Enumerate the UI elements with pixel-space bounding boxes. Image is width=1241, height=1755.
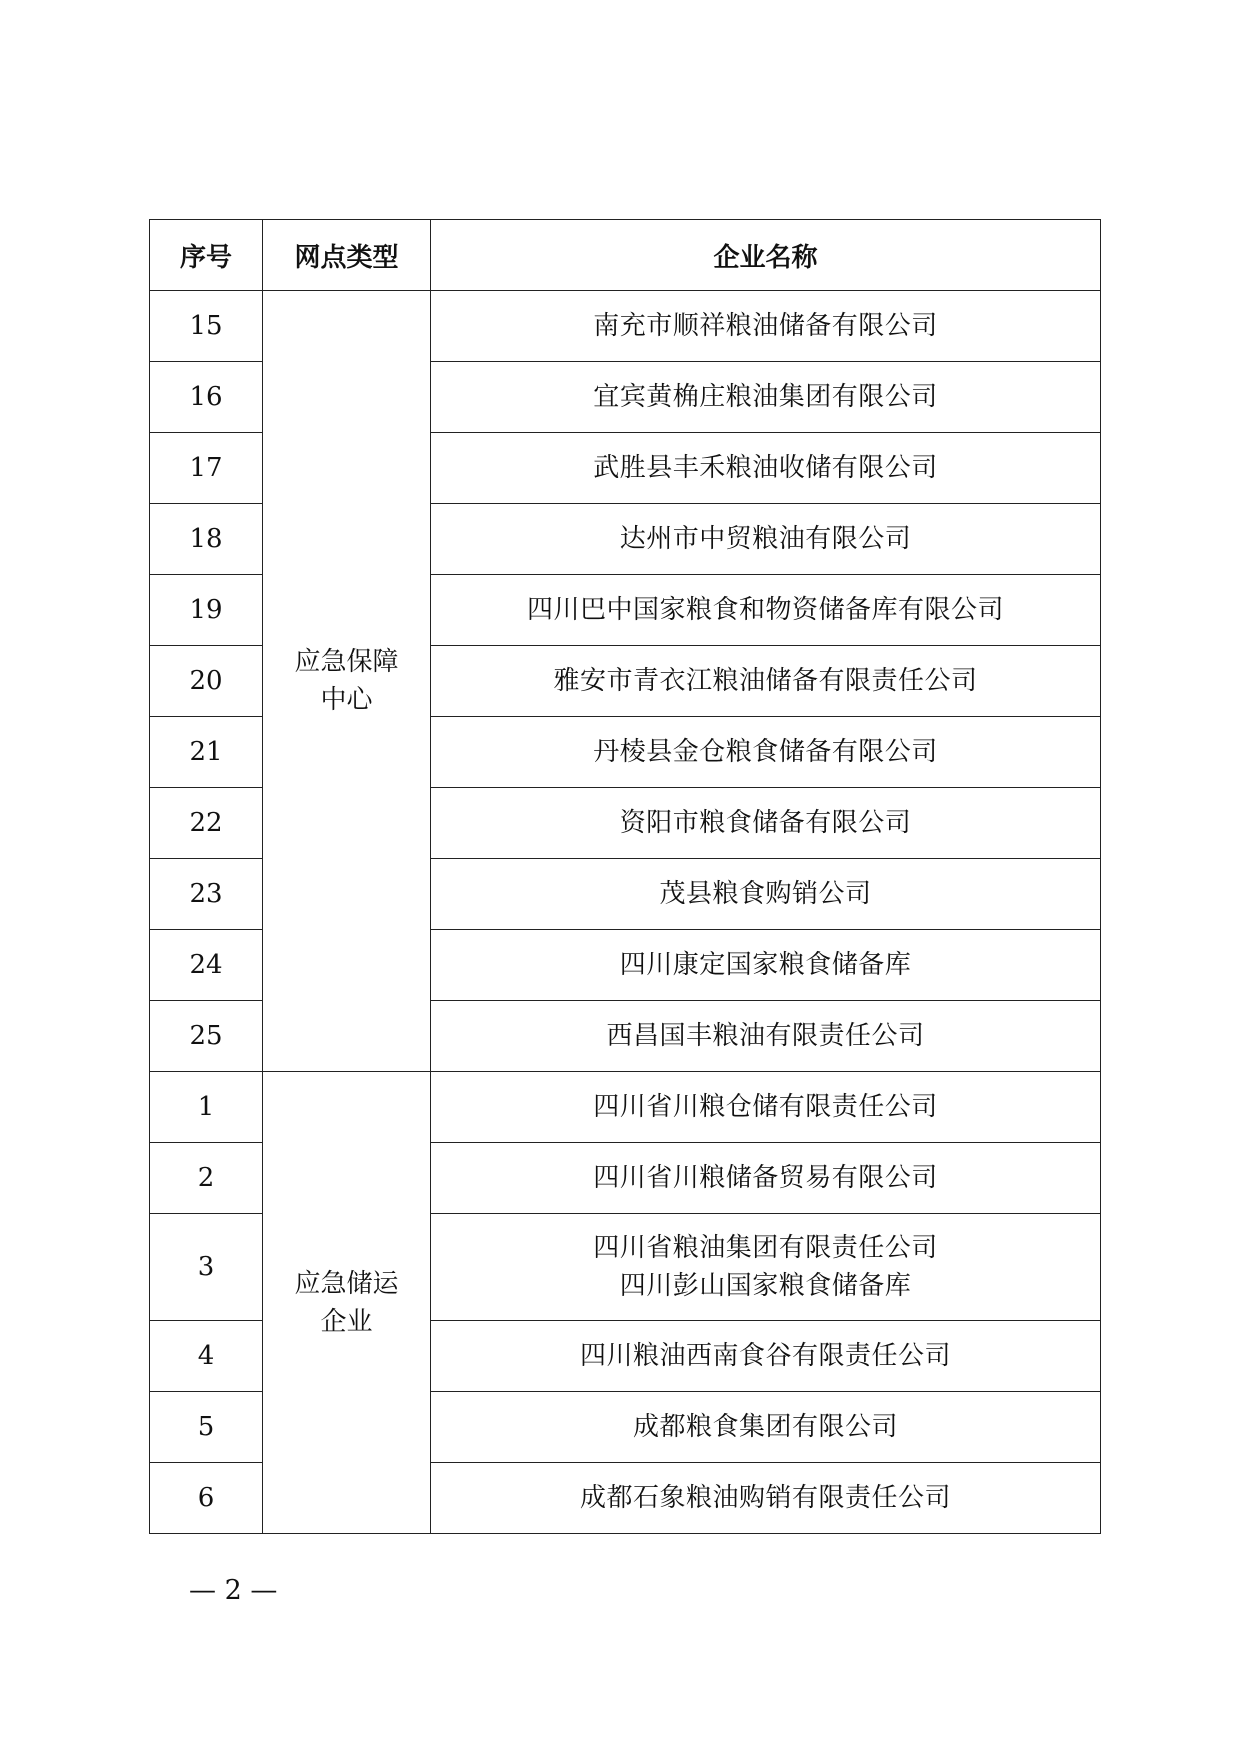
header-seq: 序号 bbox=[150, 220, 263, 291]
group-type-line2: 企业 bbox=[320, 1306, 373, 1337]
row-seq: 19 bbox=[150, 575, 263, 646]
row-seq: 18 bbox=[150, 504, 263, 575]
row-seq: 1 bbox=[150, 1072, 263, 1143]
row-name: 资阳市粮食储备有限公司 bbox=[431, 788, 1101, 859]
row-name: 四川巴中国家粮食和物资储备库有限公司 bbox=[431, 575, 1101, 646]
row-name: 西昌国丰粮油有限责任公司 bbox=[431, 1001, 1101, 1072]
group-type-line1: 应急储运 bbox=[294, 1268, 399, 1299]
row-seq: 2 bbox=[150, 1143, 263, 1214]
row-seq: 16 bbox=[150, 362, 263, 433]
row-name: 成都粮食集团有限公司 bbox=[431, 1392, 1101, 1463]
row-seq: 15 bbox=[150, 291, 263, 362]
row-name: 宜宾黄桷庄粮油集团有限公司 bbox=[431, 362, 1101, 433]
row-seq: 25 bbox=[150, 1001, 263, 1072]
group-type-line2: 中心 bbox=[320, 685, 373, 715]
row-name: 茂县粮食购销公司 bbox=[431, 859, 1101, 930]
row-name: 武胜县丰禾粮油收储有限公司 bbox=[431, 433, 1101, 504]
row-name: 四川康定国家粮食储备库 bbox=[431, 930, 1101, 1001]
row-seq: 4 bbox=[150, 1321, 263, 1392]
row-seq: 22 bbox=[150, 788, 263, 859]
table-header-row bbox=[150, 220, 1101, 291]
header-name: 企业名称 bbox=[431, 220, 1101, 291]
group-type-line1: 应急保障 bbox=[294, 647, 399, 677]
row-seq: 17 bbox=[150, 433, 263, 504]
page-number: — 2 — bbox=[189, 1575, 278, 1606]
row-name: 丹棱县金仓粮食储备有限公司 bbox=[431, 717, 1101, 788]
row-name: 四川省川粮储备贸易有限公司 bbox=[431, 1143, 1101, 1214]
row-seq: 20 bbox=[150, 646, 263, 717]
row-name: 达州市中贸粮油有限公司 bbox=[431, 504, 1101, 575]
row-name: 南充市顺祥粮油储备有限公司 bbox=[431, 291, 1101, 362]
row-seq: 3 bbox=[150, 1214, 263, 1321]
header-type: 网点类型 bbox=[263, 220, 431, 291]
group-type-cell bbox=[263, 1072, 431, 1534]
row-name: 四川粮油西南食谷有限责任公司 bbox=[431, 1321, 1101, 1392]
row-name: 四川省川粮仓储有限责任公司 bbox=[431, 1072, 1101, 1143]
row-seq: 21 bbox=[150, 717, 263, 788]
row-name: 成都石象粮油购销有限责任公司 bbox=[431, 1463, 1101, 1534]
table-row bbox=[150, 291, 1101, 362]
row-name-multiline bbox=[431, 1214, 1101, 1321]
row-seq: 6 bbox=[150, 1463, 263, 1534]
group-type-cell bbox=[263, 291, 431, 1072]
row-seq: 24 bbox=[150, 930, 263, 1001]
enterprise-table bbox=[149, 219, 1101, 1534]
row-seq: 23 bbox=[150, 859, 263, 930]
row-name: 雅安市青衣江粮油储备有限责任公司 bbox=[431, 646, 1101, 717]
row-name: 四川省粮油集团有限责任公司 bbox=[593, 1233, 938, 1263]
row-seq: 5 bbox=[150, 1392, 263, 1463]
row-name-secondary: 四川彭山国家粮食储备库 bbox=[619, 1271, 912, 1301]
table-row bbox=[150, 1072, 1101, 1143]
